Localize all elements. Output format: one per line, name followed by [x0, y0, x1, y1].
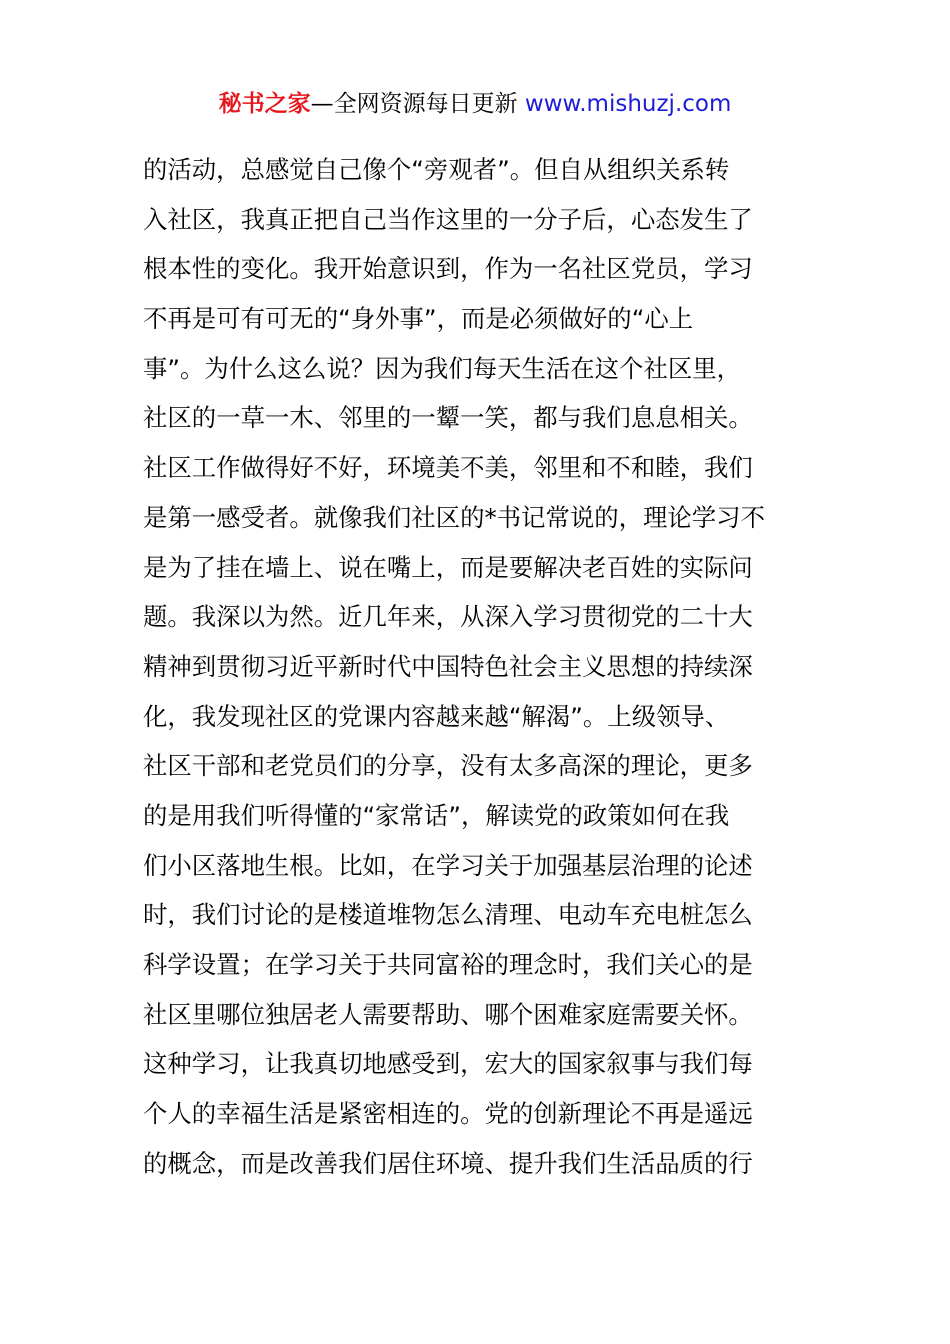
- text-line: 社区工作做得好不好，环境美不美，邻里和不和睦，我们: [143, 453, 753, 483]
- text-line: 是第一感受者。就像我们社区的*书记常说的，理论学习不: [143, 502, 765, 532]
- text-line: 的概念，而是改善我们居住环境、提升我们生活品质的行: [143, 1148, 753, 1178]
- text-line: 社区的一草一木、邻里的一颦一笑，都与我们息息相关。: [143, 403, 753, 433]
- text-line: 化，我发现社区的党课内容越来越“解渴”。上级领导、: [143, 701, 730, 731]
- page-header: [0, 86, 950, 122]
- text-line: 时，我们讨论的是楼道堆物怎么清理、电动车充电桩怎么: [143, 900, 753, 930]
- site-brand: 秘书之家: [218, 91, 311, 117]
- text-line: 科学设置；在学习关于共同富裕的理念时，我们关心的是: [143, 950, 753, 979]
- text-line: 根本性的变化。我开始意识到，作为一名社区党员，学习: [143, 254, 753, 284]
- site-tagline: —全网资源每日更新: [310, 91, 525, 117]
- document-body: [143, 145, 809, 1188]
- text-line: 不再是可有可无的“身外事”，而是必须做好的“心上: [143, 304, 694, 334]
- text-line: 事”。为什么这么说？因为我们每天生活在这个社区里，: [143, 353, 742, 383]
- text-line: 们小区落地生根。比如，在学习关于加强基层治理的论述: [143, 850, 753, 880]
- text-line: 的活动，总感觉自己像个“旁观者”。但自从组织关系转: [143, 155, 730, 184]
- text-line: 社区干部和老党员们的分享，没有太多高深的理论，更多: [143, 751, 753, 781]
- text-line: 题。我深以为然。近几年来，从深入学习贯彻党的二十大: [143, 602, 753, 632]
- text-line: 是为了挂在墙上、说在嘴上，而是要解决老百姓的实际问: [143, 552, 753, 582]
- text-line: 这种学习，让我真切地感受到，宏大的国家叙事与我们每: [143, 1049, 753, 1079]
- text-line: 入社区，我真正把自己当作这里的一分子后，心态发生了: [143, 204, 753, 234]
- site-url-link[interactable]: www.mishuzj.com: [524, 91, 732, 117]
- text-line: 社区里哪位独居老人需要帮助、哪个困难家庭需要关怀。: [143, 999, 753, 1029]
- text-line: 的是用我们听得懂的“家常话”，解读党的政策如何在我: [143, 800, 730, 830]
- text-line: 个人的幸福生活是紧密相连的。党的创新理论不再是遥远: [143, 1099, 753, 1129]
- text-line: 精神到贯彻习近平新时代中国特色社会主义思想的持续深: [143, 651, 753, 681]
